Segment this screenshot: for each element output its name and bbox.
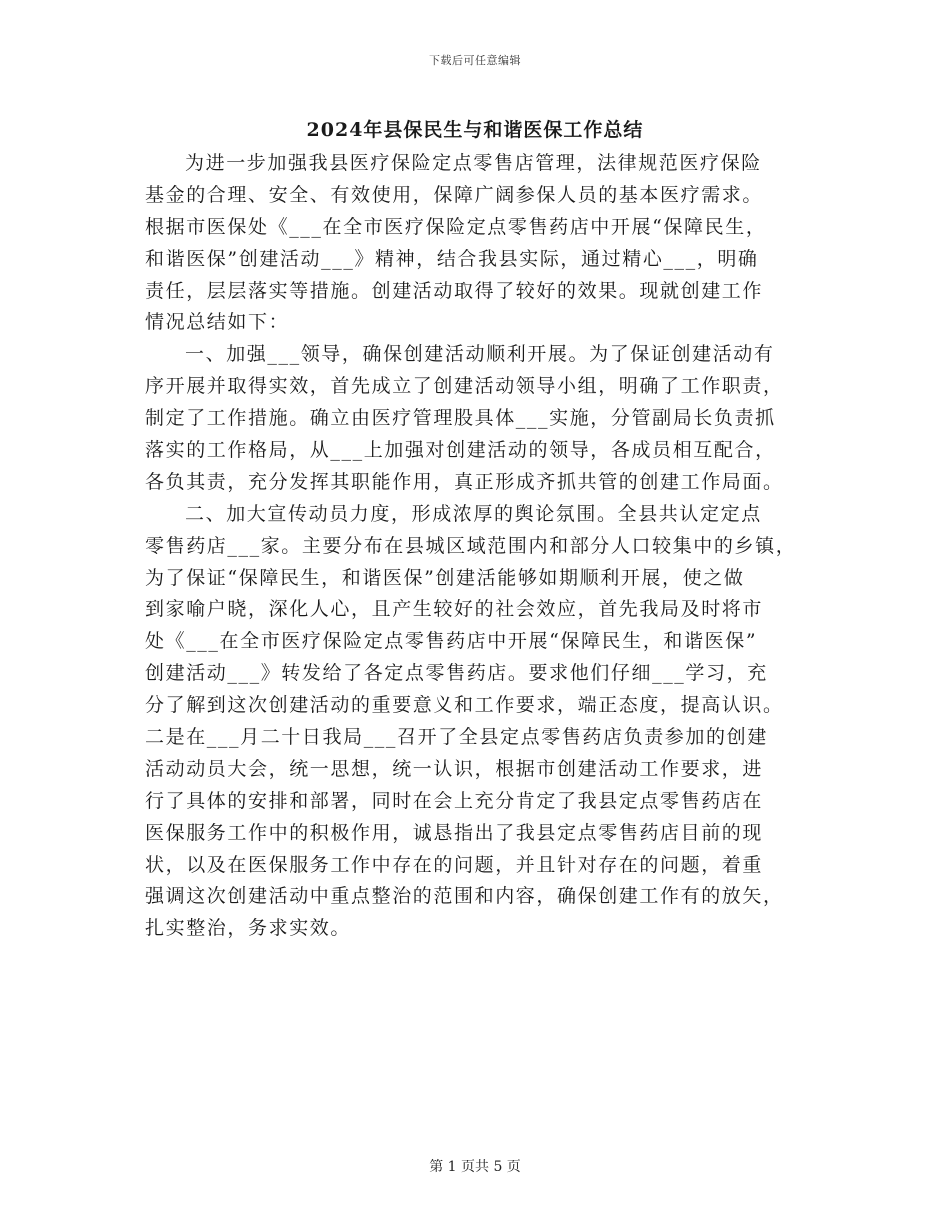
body-line: 医保服务工作中的积极作用，诚恳指出了我县定点零售药店目前的现: [145, 821, 764, 844]
body-line: 落实的工作格局，从___上加强对创建活动的领导，各成员相互配合，: [145, 439, 776, 462]
body-line: 活动动员大会，统一思想，统一认识，根据市创建活动工作要求，进: [145, 757, 764, 780]
body-line: 状，以及在医保服务工作中存在的问题，并且针对存在的问题，着重: [145, 853, 764, 876]
body-line: 根据市医保处《___在全市医疗保险定点零售药店中开展“保障民生，: [145, 215, 767, 238]
body-line: 强调这次创建活动中重点整治的范围和内容，确保创建工作有的放矢，: [145, 885, 784, 908]
body-line: 创建活动___》转发给了各定点零售药店。要求他们仔细___学习，充: [145, 662, 768, 685]
body-line: 扎实整治，务求实效。: [145, 917, 352, 940]
body-line: 基金的合理、安全、有效使用，保障广阔参保人员的基本医疗需求。: [145, 183, 764, 206]
body-line: 为进一步加强我县医疗保险定点零售店管理，法律规范医疗保险: [185, 152, 762, 174]
body-line: 序开展并取得实效，首先成立了创建活动领导小组，明确了工作职责，: [145, 375, 784, 398]
body-line: 和谐医保”创建活动___》精神，结合我县实际，通过精心___，明确: [145, 247, 759, 270]
body-line: 分了解到这次创建活动的重要意义和工作要求，端正态度，提高认识。: [145, 694, 784, 717]
body-line: 制定了工作措施。确立由医疗管理股具体___实施，分管副局长负责抓: [145, 407, 776, 430]
header-note: 下载后可任意编辑: [429, 54, 521, 67]
document-body: [145, 148, 825, 945]
body-line: 各负其责，充分发挥其职能作用，真正形成齐抓共管的创建工作局面。: [145, 470, 784, 493]
page-number: 第 1 页共 5 页: [429, 1159, 521, 1175]
body-line: 到家喻户晓，深化人心，且产生较好的社会效应，首先我局及时将市: [145, 598, 764, 621]
body-line: 二、加大宣传动员力度，形成浓厚的舆论氛围。全县共认定定点: [185, 502, 762, 525]
body-line: 处《___在全市医疗保险定点零售药店中开展“保障民生，和谐医保”: [145, 630, 758, 653]
body-line: 责任，层层落实等措施。创建活动取得了较好的效果。现就创建工作: [145, 279, 764, 302]
body-line: 为了保证“保障民生，和谐医保”创建活能够如期顺利开展，使之做: [145, 566, 745, 589]
body-line: 一、加强___领导，确保创建活动顺利开展。为了保证创建活动有: [185, 343, 775, 366]
document-title: 2024年县保民生与和谐医保工作总结: [306, 119, 644, 141]
body-line: 情况总结如下：: [145, 311, 290, 334]
body-line: 二是在___月二十日我局___召开了全县定点零售药店负责参加的创建: [145, 726, 768, 749]
body-line: 行了具体的安排和部署，同时在会上充分肯定了我县定点零售药店在: [145, 789, 764, 812]
body-line: 零售药店___家。主要分布在县城区域范围内和部分人口较集中的乡镇，: [145, 534, 797, 557]
